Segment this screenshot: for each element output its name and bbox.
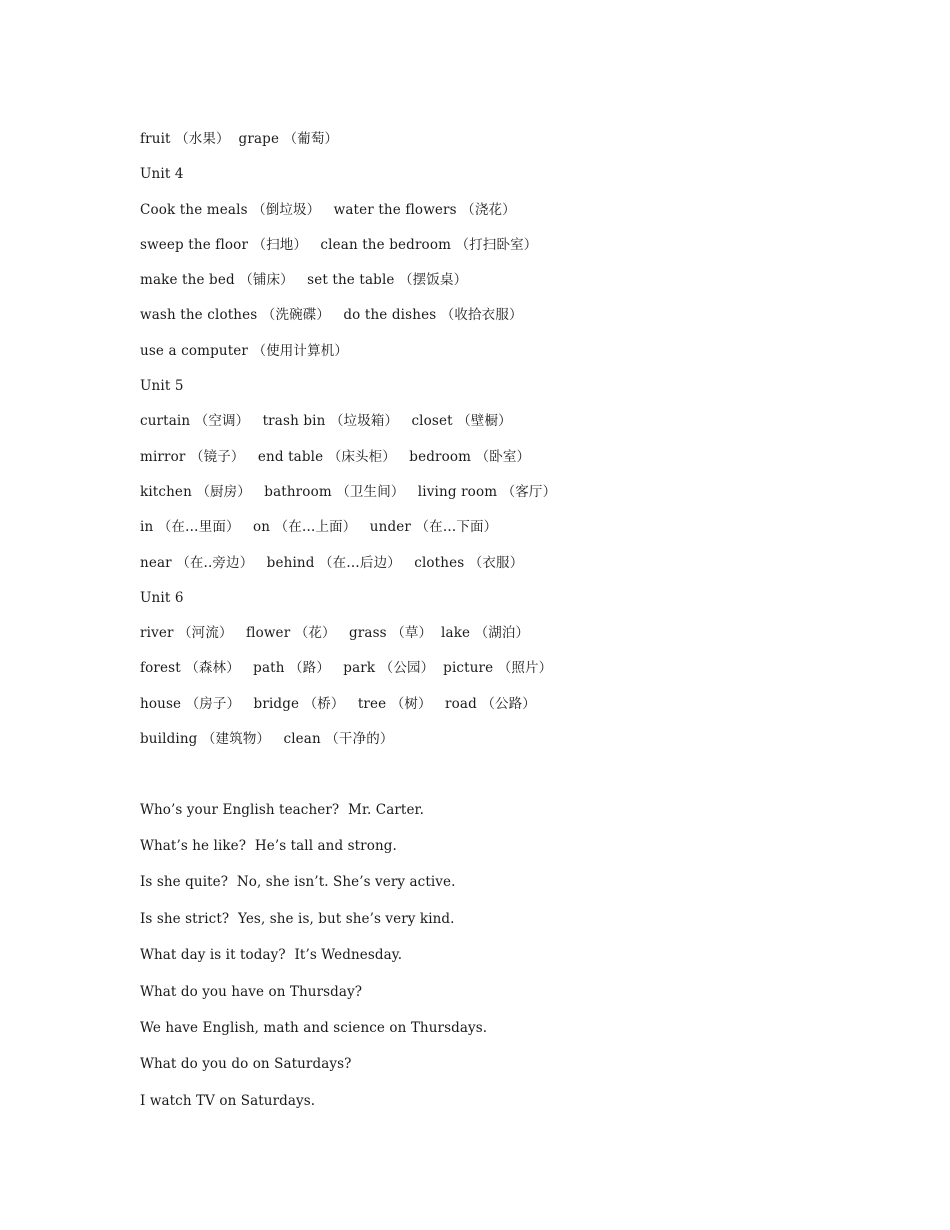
- vocab-line: forest （森林） path （路） park （公园） picture （照片）: [140, 660, 553, 677]
- vocab-line: in （在…里面） on （在…上面） under （在…下面）: [140, 519, 498, 536]
- vocab-line: house （房子） bridge （桥） tree （树） road （公路）: [140, 695, 536, 712]
- vocab-line: fruit （水果） grape （葡萄）: [140, 131, 339, 147]
- sentence-line: What day is it today? It’s Wednesday.: [140, 947, 403, 964]
- unit-heading: Unit 6: [140, 589, 184, 606]
- unit-heading: Unit 5: [140, 378, 184, 395]
- vocab-line: kitchen （厨房） bathroom （卫生间） living room （客厅）: [140, 483, 557, 500]
- sentence-line: What do you do on Saturdays?: [140, 1056, 352, 1073]
- vocab-line: building （建筑物） clean （干净的）: [140, 731, 394, 748]
- sentence-line: Who’s your English teacher? Mr. Carter.: [140, 801, 425, 818]
- document-page: [140, 129, 900, 1127]
- sentence-line: We have English, math and science on Thursdays.: [140, 1019, 488, 1036]
- blank-line: [140, 764, 900, 799]
- sentence-line: Is she strict? Yes, she is, but she’s very kind.: [140, 910, 455, 927]
- vocab-line: sweep the floor （扫地） clean the bedroom （打扫卧室）: [140, 236, 538, 253]
- sentence-line: I watch TV on Saturdays.: [140, 1092, 316, 1109]
- vocab-line: river （河流） flower （花） grass （草） lake （湖泊）: [140, 625, 530, 642]
- vocab-line: use a computer （使用计算机）: [140, 342, 349, 359]
- vocab-line: curtain （空调） trash bin （垃圾箱） closet （壁橱）: [140, 413, 512, 430]
- vocab-line: Cook the meals （倒垃圾） water the flowers （浇花）: [140, 201, 516, 218]
- sentence-line: What’s he like? He’s tall and strong.: [140, 838, 397, 855]
- unit-heading: Unit 4: [140, 166, 184, 183]
- vocab-line: mirror （镜子） end table （床头柜） bedroom （卧室）: [140, 448, 531, 465]
- sentence-line: Is she quite? No, she isn’t. She’s very active.: [140, 874, 456, 891]
- vocab-line: near （在..旁边） behind （在…后边） clothes （衣服）: [140, 554, 524, 571]
- vocab-line: make the bed （铺床） set the table （摆饭桌）: [140, 272, 468, 289]
- vocab-line: wash the clothes （洗碗碟） do the dishes （收拾衣服）: [140, 307, 523, 324]
- sentence-line: What do you have on Thursday?: [140, 983, 363, 1000]
